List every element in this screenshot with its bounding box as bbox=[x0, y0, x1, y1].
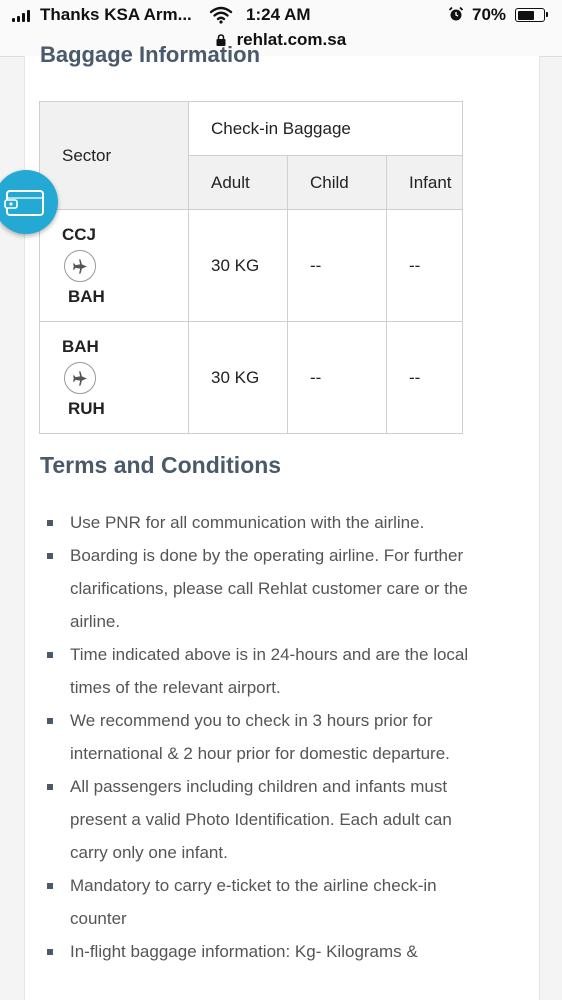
adult-baggage: 30 KG bbox=[189, 210, 288, 322]
baggage-heading: Baggage Information bbox=[40, 42, 261, 67]
adult-baggage: 30 KG bbox=[189, 322, 288, 434]
list-item: Mandatory to carry e-ticket to the airline check-in counter bbox=[40, 869, 480, 935]
child-header: Child bbox=[288, 156, 387, 210]
list-item: In-flight baggage information: Kg- Kilograms & bbox=[40, 935, 480, 968]
origin-code: CCJ bbox=[62, 224, 97, 244]
carrier-name: Thanks KSA Arm... bbox=[40, 5, 192, 24]
url-domain[interactable]: rehlat.com.sa bbox=[236, 30, 347, 49]
battery-percent: 70% bbox=[472, 5, 507, 24]
list-item: We recommend you to check in 3 hours prior for international & 2 hour prior for domestic departure. bbox=[40, 704, 480, 770]
destination-code: BAH bbox=[68, 286, 105, 306]
plane-icon bbox=[64, 362, 96, 394]
table-row bbox=[40, 210, 463, 322]
origin-code: BAH bbox=[62, 336, 99, 356]
list-item: Time indicated above is in 24-hours and are the local times of the relevant airport. bbox=[40, 638, 480, 704]
battery-icon bbox=[515, 8, 545, 22]
terms-list bbox=[40, 506, 480, 968]
infant-baggage: -- bbox=[387, 322, 463, 434]
sector-header: Sector bbox=[40, 102, 189, 210]
adult-header: Adult bbox=[189, 156, 288, 210]
child-baggage: -- bbox=[288, 210, 387, 322]
infant-header: Infant bbox=[387, 156, 463, 210]
page-content bbox=[24, 42, 540, 1000]
sector-cell bbox=[40, 322, 189, 434]
checkin-header: Check-in Baggage bbox=[189, 102, 463, 156]
sector-cell bbox=[40, 210, 189, 322]
table-row bbox=[40, 322, 463, 434]
status-bar bbox=[0, 0, 562, 30]
wifi-icon bbox=[210, 6, 232, 24]
list-item: Use PNR for all communication with the airline. bbox=[40, 506, 480, 539]
list-item: Boarding is done by the operating airline. For further clarifications, please call Rehlat customer care or the airline. bbox=[40, 539, 480, 638]
signal-icon bbox=[12, 10, 30, 22]
baggage-table bbox=[39, 101, 463, 434]
infant-baggage: -- bbox=[387, 210, 463, 322]
battery-fill bbox=[518, 11, 535, 20]
alarm-icon bbox=[448, 6, 464, 22]
terms-title: Terms and Conditions bbox=[40, 452, 282, 478]
wallet-icon bbox=[6, 190, 44, 216]
plane-icon bbox=[64, 250, 96, 282]
destination-code: RUH bbox=[68, 398, 105, 418]
child-baggage: -- bbox=[288, 322, 387, 434]
clock-time: 1:24 AM bbox=[246, 5, 311, 24]
list-item: All passengers including children and infants must present a valid Photo Identification. Each adult can carry only one infant. bbox=[40, 770, 480, 869]
